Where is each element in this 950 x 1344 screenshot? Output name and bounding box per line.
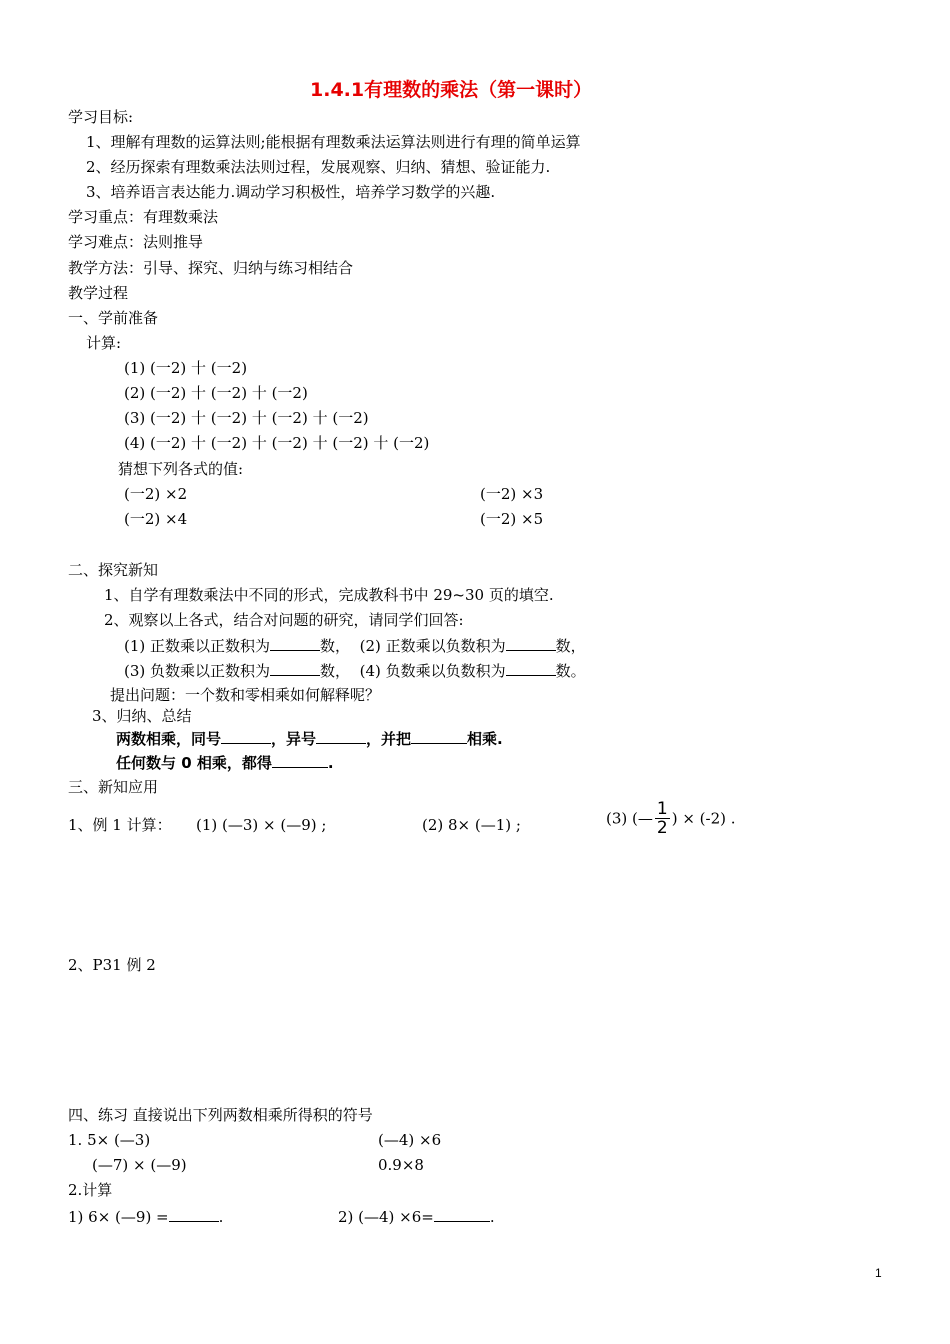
rule-sign-text-4: 相乘. xyxy=(467,730,503,748)
practice-2a: (—7) × (—9) xyxy=(92,1156,187,1174)
answer-blank xyxy=(434,1206,490,1222)
example-1a: (1) (—3) × (—9) ; xyxy=(196,816,327,834)
calc-item-2-suffix: . xyxy=(489,1208,495,1226)
answer-blank xyxy=(272,752,328,768)
page-number: 1 xyxy=(875,1266,882,1280)
page-title: 1.4.1有理数的乘法（第一课时） xyxy=(310,79,593,101)
calc-label: 计算: xyxy=(86,334,122,352)
guess-expression-3: (一2) ×4 xyxy=(124,510,188,528)
answer-blank xyxy=(316,728,366,744)
practice-2b: 0.9×8 xyxy=(378,1156,424,1174)
question-4-suffix: 数。 xyxy=(555,662,586,680)
objective-item-3: 3、培养语言表达能力.调动学习积极性，培养学习数学的兴趣. xyxy=(86,183,496,201)
guess-expression-1: (一2) ×2 xyxy=(124,485,188,503)
practice-1a: 1. 5× (—3) xyxy=(68,1131,151,1149)
example-2: 2、P31 例 2 xyxy=(68,956,156,974)
guess-label: 猜想下列各式的值: xyxy=(118,460,244,478)
guess-expression-4: (一2) ×5 xyxy=(480,510,544,528)
question-row-2 xyxy=(124,660,586,681)
expression-1: (1) (一2) 十 (一2) xyxy=(124,359,248,377)
teaching-method: 教学方法：引导、探究、归纳与练习相结合 xyxy=(68,259,354,277)
rule-zero-text-1: 任何数与 0 相乘，都得 xyxy=(116,754,272,772)
calc-item-2-text: 2) (—4) ×6= xyxy=(338,1208,434,1226)
objectives-heading: 学习目标: xyxy=(68,108,134,126)
objective-item-2: 2、经历探索有理数乘法法则过程，发展观察、归纳、猜想、验证能力. xyxy=(86,158,551,176)
question-row-1 xyxy=(124,635,586,656)
answer-blank xyxy=(221,728,271,744)
calc-item-1 xyxy=(68,1206,223,1227)
expression-3: (3) (一2) 十 (一2) 十 (一2) 十 (一2) xyxy=(124,409,369,427)
question-1-suffix: 数， xyxy=(320,637,351,655)
rule-sign-text-2: ，异号 xyxy=(271,730,317,748)
process-heading: 教学过程 xyxy=(68,284,129,302)
objective-item-1: 1、理解有理数的运算法则;能根据有理数乘法运算法则进行有理的简单运算 xyxy=(86,133,581,151)
section2-heading: 二、探究新知 xyxy=(68,561,159,579)
fraction-denominator: 2 xyxy=(656,818,668,838)
expression-4: (4) (一2) 十 (一2) 十 (一2) 十 (一2) 十 (一2) xyxy=(124,434,430,452)
explore-item-2: 2、观察以上各式，结合对问题的研究，请同学们回答: xyxy=(104,611,464,629)
answer-blank xyxy=(270,660,320,676)
example-1-label: 1、例 1 计算： xyxy=(68,816,172,834)
key-point: 学习重点：有理数乘法 xyxy=(68,208,219,226)
guess-expression-2: (一2) ×3 xyxy=(480,485,544,503)
example-1c-suffix: ) × (-2) . xyxy=(671,809,736,828)
answer-blank xyxy=(411,728,467,744)
expression-2: (2) (一2) 十 (一2) 十 (一2) xyxy=(124,384,308,402)
answer-blank xyxy=(506,635,556,651)
calc-heading: 2.计算 xyxy=(68,1181,113,1199)
example-1b: (2) 8× (—1) ; xyxy=(422,816,521,834)
explore-item-1: 1、自学有理数乘法中不同的形式，完成教科书中 29~30 页的填空. xyxy=(104,586,554,604)
rule-sign-text-1: 两数相乘，同号 xyxy=(116,730,222,748)
section1-heading: 一、学前准备 xyxy=(68,309,159,327)
section3-heading: 三、新知应用 xyxy=(68,778,159,796)
question-2-suffix: 数， xyxy=(555,637,586,655)
example-1c xyxy=(606,800,736,837)
rule-sign xyxy=(116,728,503,749)
answer-blank xyxy=(506,660,556,676)
rule-zero xyxy=(116,752,334,773)
question-2-text: (2) 正数乘以负数积为 xyxy=(359,637,506,655)
calc-item-2 xyxy=(338,1206,495,1227)
example-1c-prefix: (3) (— xyxy=(606,809,653,828)
question-3-text: (3) 负数乘以正数积为 xyxy=(124,662,271,680)
difficulty: 学习难点：法则推导 xyxy=(68,233,204,251)
summary-heading: 3、归纳、总结 xyxy=(92,707,192,725)
fraction xyxy=(655,800,670,837)
rule-sign-text-3: ，并把 xyxy=(366,730,412,748)
practice-1b: (—4) ×6 xyxy=(378,1131,442,1149)
calc-item-1-suffix: . xyxy=(218,1208,224,1226)
fraction-numerator: 1 xyxy=(656,799,668,819)
answer-blank xyxy=(270,635,320,651)
question-3-suffix: 数， xyxy=(320,662,351,680)
answer-blank xyxy=(169,1206,219,1222)
calc-item-1-text: 1) 6× (—9) = xyxy=(68,1208,169,1226)
zero-question: 提出问题：一个数和零相乘如何解释呢？ xyxy=(110,686,381,704)
section4-heading: 四、练习 直接说出下列两数相乘所得积的符号 xyxy=(68,1106,373,1124)
rule-zero-text-2: . xyxy=(327,754,334,772)
question-4-text: (4) 负数乘以负数积为 xyxy=(359,662,506,680)
question-1-text: (1) 正数乘以正数积为 xyxy=(124,637,271,655)
